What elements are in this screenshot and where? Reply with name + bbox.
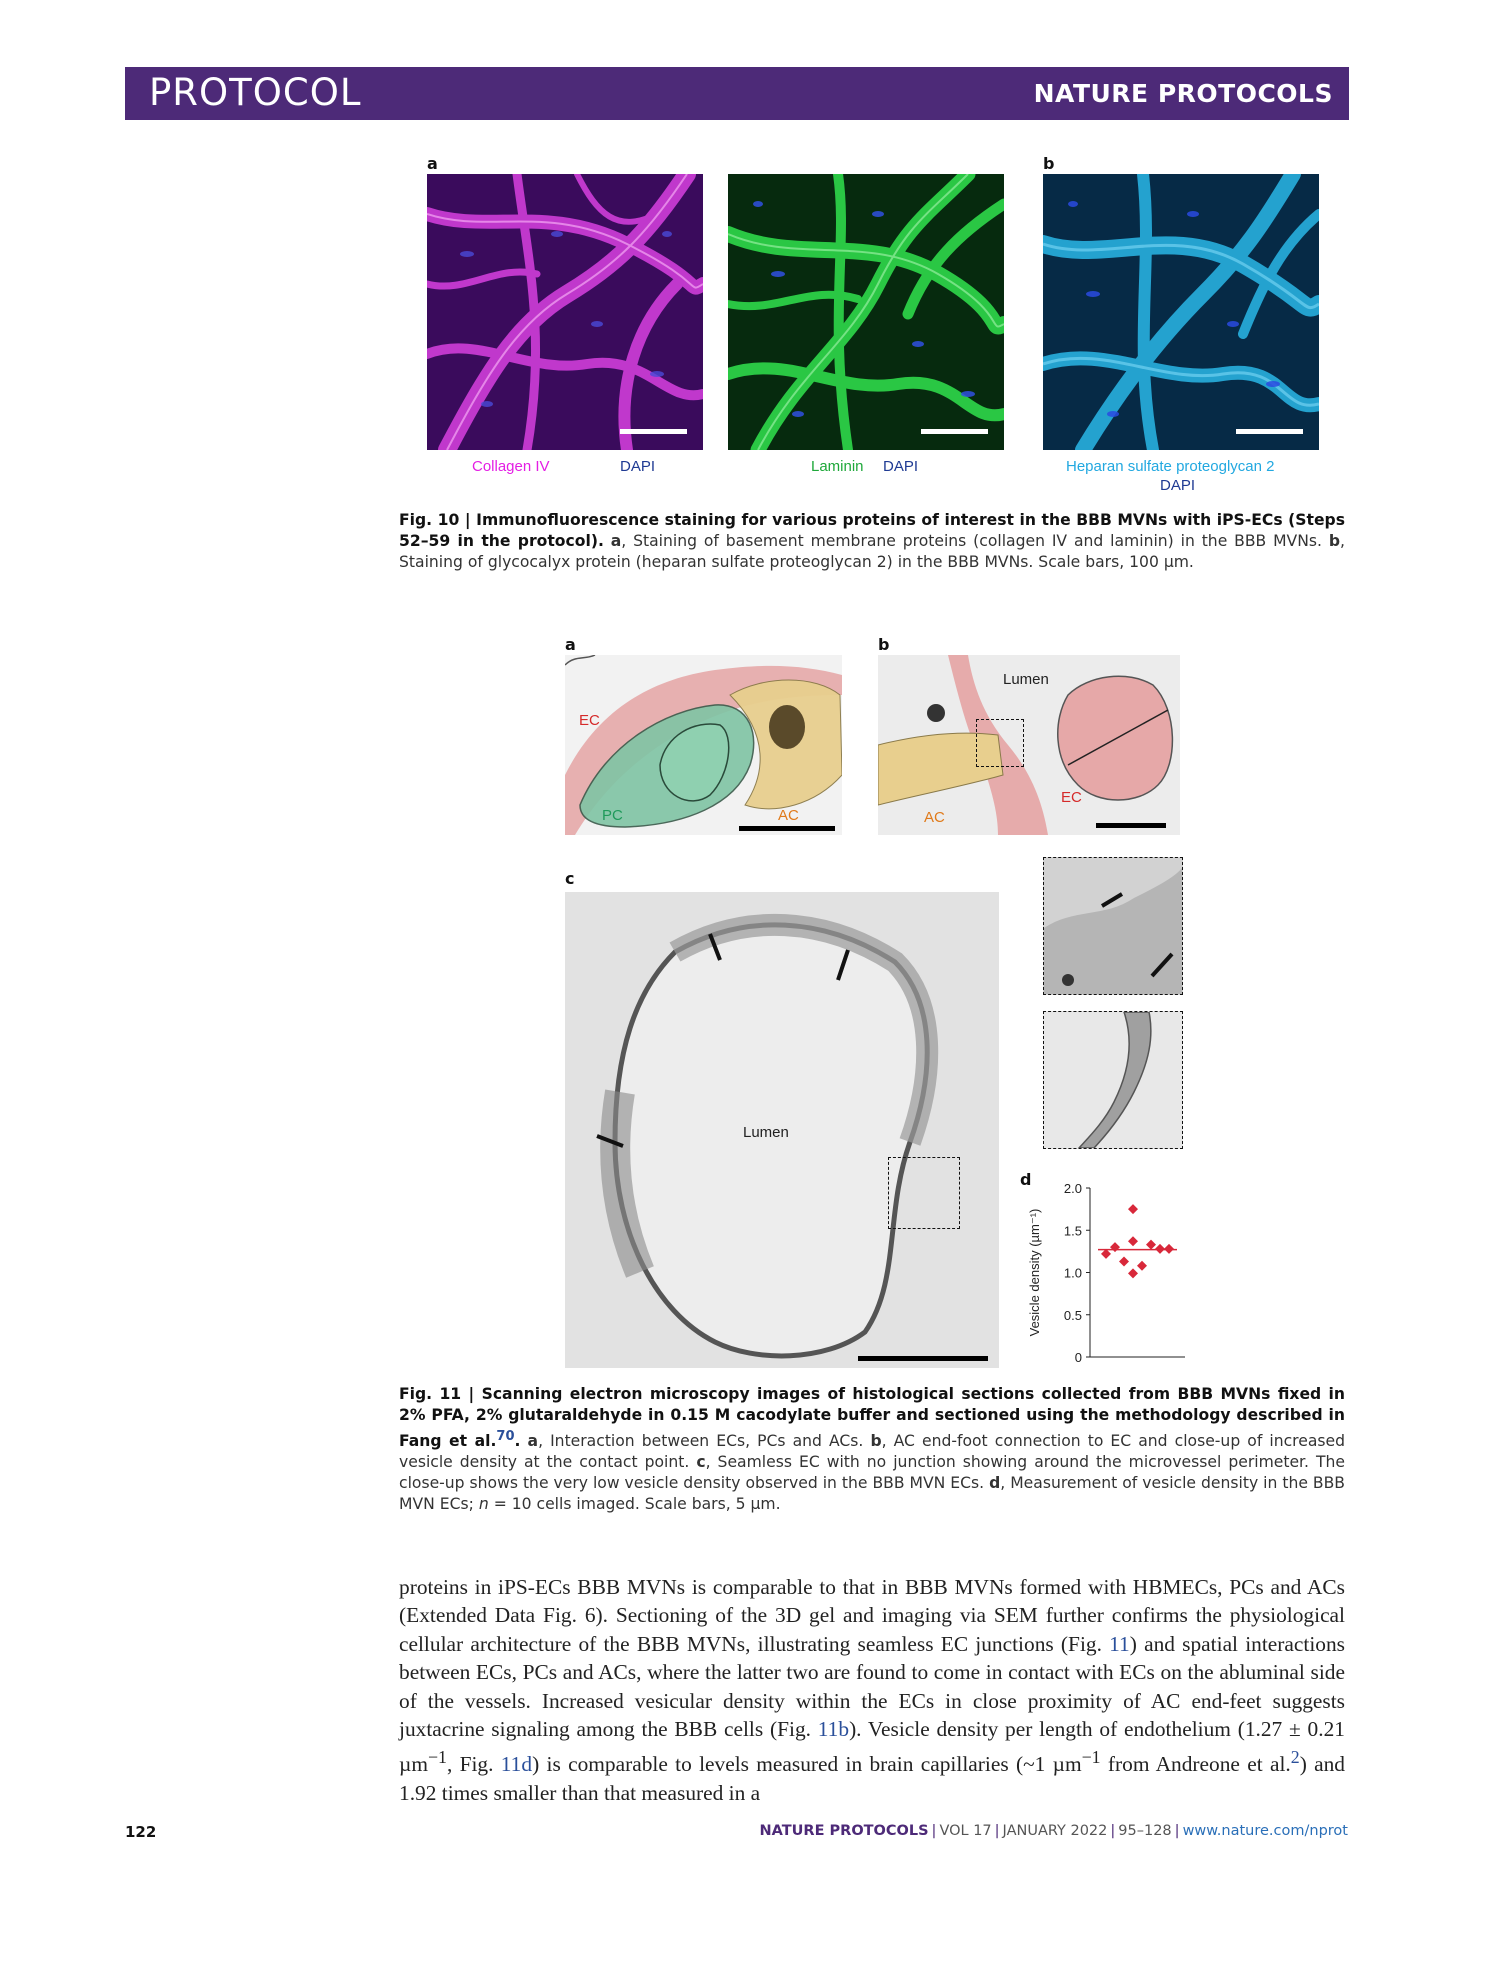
footer-journal: NATURE PROTOCOLS xyxy=(759,1823,929,1839)
body-text-run: , Fig. xyxy=(446,1752,501,1777)
scale-bar xyxy=(739,826,835,831)
scale-bar xyxy=(1236,429,1303,434)
scale-bar xyxy=(1096,823,1166,828)
superscript: −1 xyxy=(427,1747,447,1768)
data-point xyxy=(1110,1242,1120,1252)
label-lumen: Lumen xyxy=(1003,671,1049,688)
fig11-caption xyxy=(399,1384,1345,1515)
closeup-box xyxy=(976,719,1024,767)
scale-bar xyxy=(858,1356,988,1361)
vesicle-density-chart xyxy=(1020,1180,1190,1366)
journal-name: NATURE PROTOCOLS xyxy=(1033,79,1333,108)
stain-label-laminin: Laminin xyxy=(811,458,864,475)
laminin-image xyxy=(728,174,1004,450)
body-text-run: ) and spatial interactions between ECs, PCs and ACs, where the latter two are found to come in contact with ECs on the abluminal side of the vessels. Increased vesicular density within the ECs in close proximity of AC end-feet suggests juxtacrine signaling among the BBB cells (Fig. xyxy=(399,1631,1345,1742)
y-tick-label: 0.5 xyxy=(1063,1307,1082,1323)
figure-link[interactable]: 11 xyxy=(1109,1631,1130,1656)
data-point xyxy=(1137,1261,1147,1271)
label-pc: PC xyxy=(602,807,623,824)
body-text-run: ) is comparable to levels measured in brain capillaries (~1 µm xyxy=(532,1752,1082,1777)
body-text-run: ). Vesicle density per length of endothelium (1.27 ± 0.21 µm xyxy=(399,1717,1345,1777)
footer-url[interactable]: www.nature.com/nprot xyxy=(1182,1823,1348,1839)
footer-citation: NATURE PROTOCOLS | VOL 17 | JANUARY 2022 | 95–128 | www.nature.com/nprot xyxy=(759,1823,1348,1839)
fig11-panel-label-d: d xyxy=(1020,1170,1032,1189)
stain-label-dapi: DAPI xyxy=(620,458,656,475)
y-tick-label: 1.5 xyxy=(1063,1223,1082,1239)
stain-label-dapi: DAPI xyxy=(883,458,919,475)
collagen-image xyxy=(427,174,703,450)
body-text-run: ) and 1.92 times smaller than that measured in a xyxy=(399,1752,1345,1805)
fig11-panel-label-c: c xyxy=(565,869,575,888)
caption-panel-letter: a xyxy=(610,532,622,550)
label-ec: EC xyxy=(579,712,600,729)
data-point xyxy=(1146,1240,1156,1250)
em-image-b xyxy=(878,655,1180,835)
caption-panel-letter: a xyxy=(527,1432,539,1451)
caption-panel-letter: b xyxy=(870,1432,882,1451)
stain-label-collagen: Collagen IV xyxy=(472,458,550,475)
scale-bar xyxy=(921,429,988,434)
page-number: 122 xyxy=(125,1823,157,1841)
body-text-run: from Andreone et al. xyxy=(1100,1752,1291,1777)
fig10-caption-title: Fig. 10 | Immunofluorescence staining for various proteins of interest in the BBB MVNs with iPS-ECs (Steps 52–59 in the protocol). xyxy=(399,511,1345,550)
y-axis-label: Vesicle density (µm⁻¹) xyxy=(1027,1208,1042,1337)
caption-panel-letter: b xyxy=(1328,532,1341,550)
em-image-c xyxy=(565,892,999,1368)
footer-volume: VOL 17 xyxy=(939,1823,992,1839)
label-lumen: Lumen xyxy=(743,1124,789,1141)
fig11-panel-label-b: b xyxy=(878,635,890,654)
y-tick-label: 0 xyxy=(1074,1350,1082,1365)
y-tick-label: 2.0 xyxy=(1063,1181,1082,1196)
stain-label-heparan: Heparan sulfate proteoglycan 2 xyxy=(1066,458,1275,475)
chart-points xyxy=(1098,1204,1177,1278)
data-point xyxy=(1128,1268,1138,1278)
caption-panel-letter: d xyxy=(989,1474,1001,1493)
caption-text: , Seamless EC with no junction showing around the microvessel perimeter. The close-up shows the very low vesicle density observed in the BBB MVN ECs. xyxy=(399,1453,1345,1493)
data-point xyxy=(1155,1244,1165,1254)
footer-date: JANUARY 2022 xyxy=(1002,1823,1108,1839)
fig11-panel-label-a: a xyxy=(565,635,576,654)
section-label: PROTOCOL xyxy=(149,71,362,114)
body-text-run: proteins in iPS-ECs BBB MVNs is comparable to that in BBB MVNs formed with HBMECs, PCs and ACs (Extended Data Fig. 6). Sectioning of the 3D gel and imaging via SEM further confirms the physiological cellular architecture of the BBB MVNs, illustrating seamless EC junctions (Fig. xyxy=(399,1575,1345,1656)
header-bar xyxy=(125,67,1349,120)
caption-text: , Interaction between ECs, PCs and ACs. xyxy=(538,1432,864,1451)
scale-bar xyxy=(620,429,687,434)
fig11-caption-title: Fig. 11 | Scanning electron microscopy images of histological sections collected from BBB MVNs fixed in 2% PFA, 2% glutaraldehyde in 0.15 M cacodylate buffer and sectioned using the methodology described in Fang et al. xyxy=(399,1385,1345,1451)
data-point xyxy=(1164,1244,1174,1254)
label-ac: AC xyxy=(924,809,945,826)
fig10-panel-label-a: a xyxy=(427,154,438,173)
fig10-panel-label-b: b xyxy=(1043,154,1055,173)
stain-label-dapi: DAPI xyxy=(1160,477,1196,494)
superscript: −1 xyxy=(1081,1747,1101,1768)
caption-text: , Staining of glycocalyx protein (heparan sulfate proteoglycan 2) in the BBB MVNs. Scale bars, 100 µm. xyxy=(399,532,1345,571)
em-image-a xyxy=(565,655,842,835)
caption-text: , Staining of basement membrane proteins (collagen IV and laminin) in the BBB MVNs. xyxy=(621,532,1322,550)
footer-pages: 95–128 xyxy=(1118,1823,1172,1839)
fig10-caption xyxy=(399,510,1345,573)
label-ec: EC xyxy=(1061,789,1082,806)
data-point xyxy=(1128,1236,1138,1246)
caption-panel-letter: c xyxy=(696,1453,706,1472)
y-tick-label: 1.0 xyxy=(1063,1265,1082,1281)
body-paragraph xyxy=(399,1573,1345,1807)
citation-link[interactable]: 2 xyxy=(1290,1747,1300,1768)
closeup-box xyxy=(888,1157,960,1229)
caption-punct: . xyxy=(514,1432,521,1451)
caption-text: = 10 cells imaged. Scale bars, 5 µm. xyxy=(488,1495,781,1514)
figure-link[interactable]: 11d xyxy=(500,1752,533,1777)
closeup-image-c xyxy=(1043,1011,1183,1149)
data-point xyxy=(1128,1204,1138,1214)
chart-axes xyxy=(1027,1181,1185,1365)
caption-ref[interactable]: 70 xyxy=(496,1429,515,1444)
data-point xyxy=(1119,1257,1129,1267)
caption-italic-n: n xyxy=(478,1495,489,1514)
caption-text: , AC end-foot connection to EC and close-up of increased vesicle density at the contact point. xyxy=(399,1432,1345,1472)
caption-text: , Measurement of vesicle density in the BBB MVN ECs; xyxy=(399,1474,1345,1514)
label-ac: AC xyxy=(778,807,799,824)
figure-link[interactable]: 11b xyxy=(817,1717,850,1742)
heparan-image xyxy=(1043,174,1319,450)
closeup-image-b xyxy=(1043,857,1183,995)
